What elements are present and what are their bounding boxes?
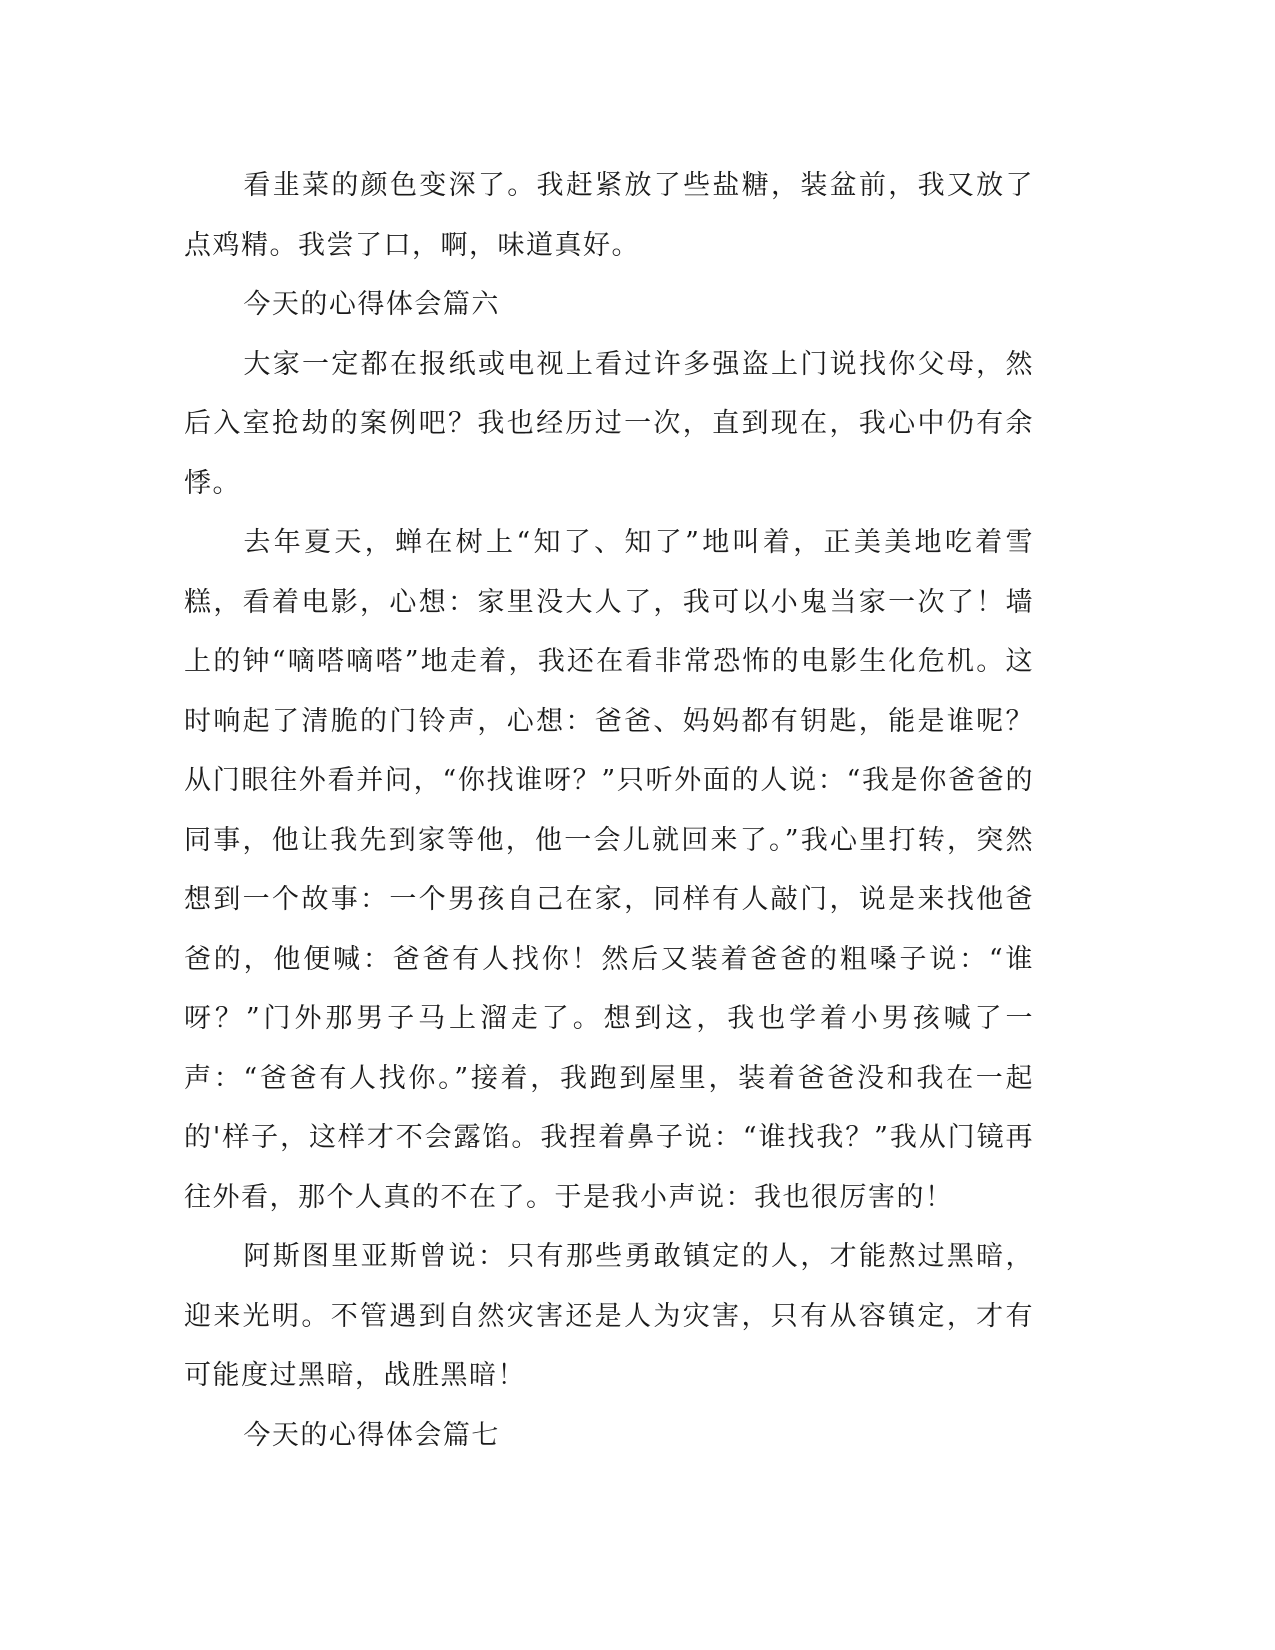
paragraph: 大家一定都在报纸或电视上看过许多强盗上门说找你父母，然后入室抢劫的案例吧？我也经历过一次，直到现在，我心中仍有余悸。 <box>184 348 1034 499</box>
document-body <box>184 156 1034 1465</box>
section-heading-7: 今天的心得体会篇七 <box>243 1419 500 1451</box>
paragraph: 去年夏天，蝉在树上“知了、知了”地叫着，正美美地吃着雪糕，看着电影，心想：家里没大人了，我可以小鬼当家一次了！墙上的钟“嘀嗒嘀嗒”地走着，我还在看非常恐怖的电影生化危机。这时响起了清脆的门铃声，心想：爸爸、妈妈都有钥匙，能是谁呢？从门眼往外看并问，“你找谁呀？”只听外面的人说：“我是你爸爸的同事，他让我先到家等他，他一会儿就回来了。”我心里打转，突然想到一个故事：一个男孩自己在家，同样有人敲门，说是来找他爸爸的，他便喊：爸爸有人找你！然后又装着爸爸的粗嗓子说：“谁呀？”门外那男子马上溜走了。想到这，我也学着小男孩喊了一声：“爸爸有人找你。”接着，我跑到屋里，装着爸爸没和我在一起的'样子，这样才不会露馅。我捏着鼻子说：“谁找我？”我从门镜再往外看，那个人真的不在了。于是我小声说：我也很厉害的！ <box>184 527 1034 1213</box>
paragraph: 阿斯图里亚斯曾说：只有那些勇敢镇定的人，才能熬过黑暗，迎来光明。不管遇到自然灾害还是人为灾害，只有从容镇定，才有可能度过黑暗，战胜黑暗！ <box>184 1241 1034 1391</box>
paragraph-continued: 看韭菜的颜色变深了。我赶紧放了些盐糖，装盆前，我又放了点鸡精。我尝了口，啊，味道真好。 <box>184 170 1034 261</box>
section-heading-6: 今天的心得体会篇六 <box>243 289 500 320</box>
